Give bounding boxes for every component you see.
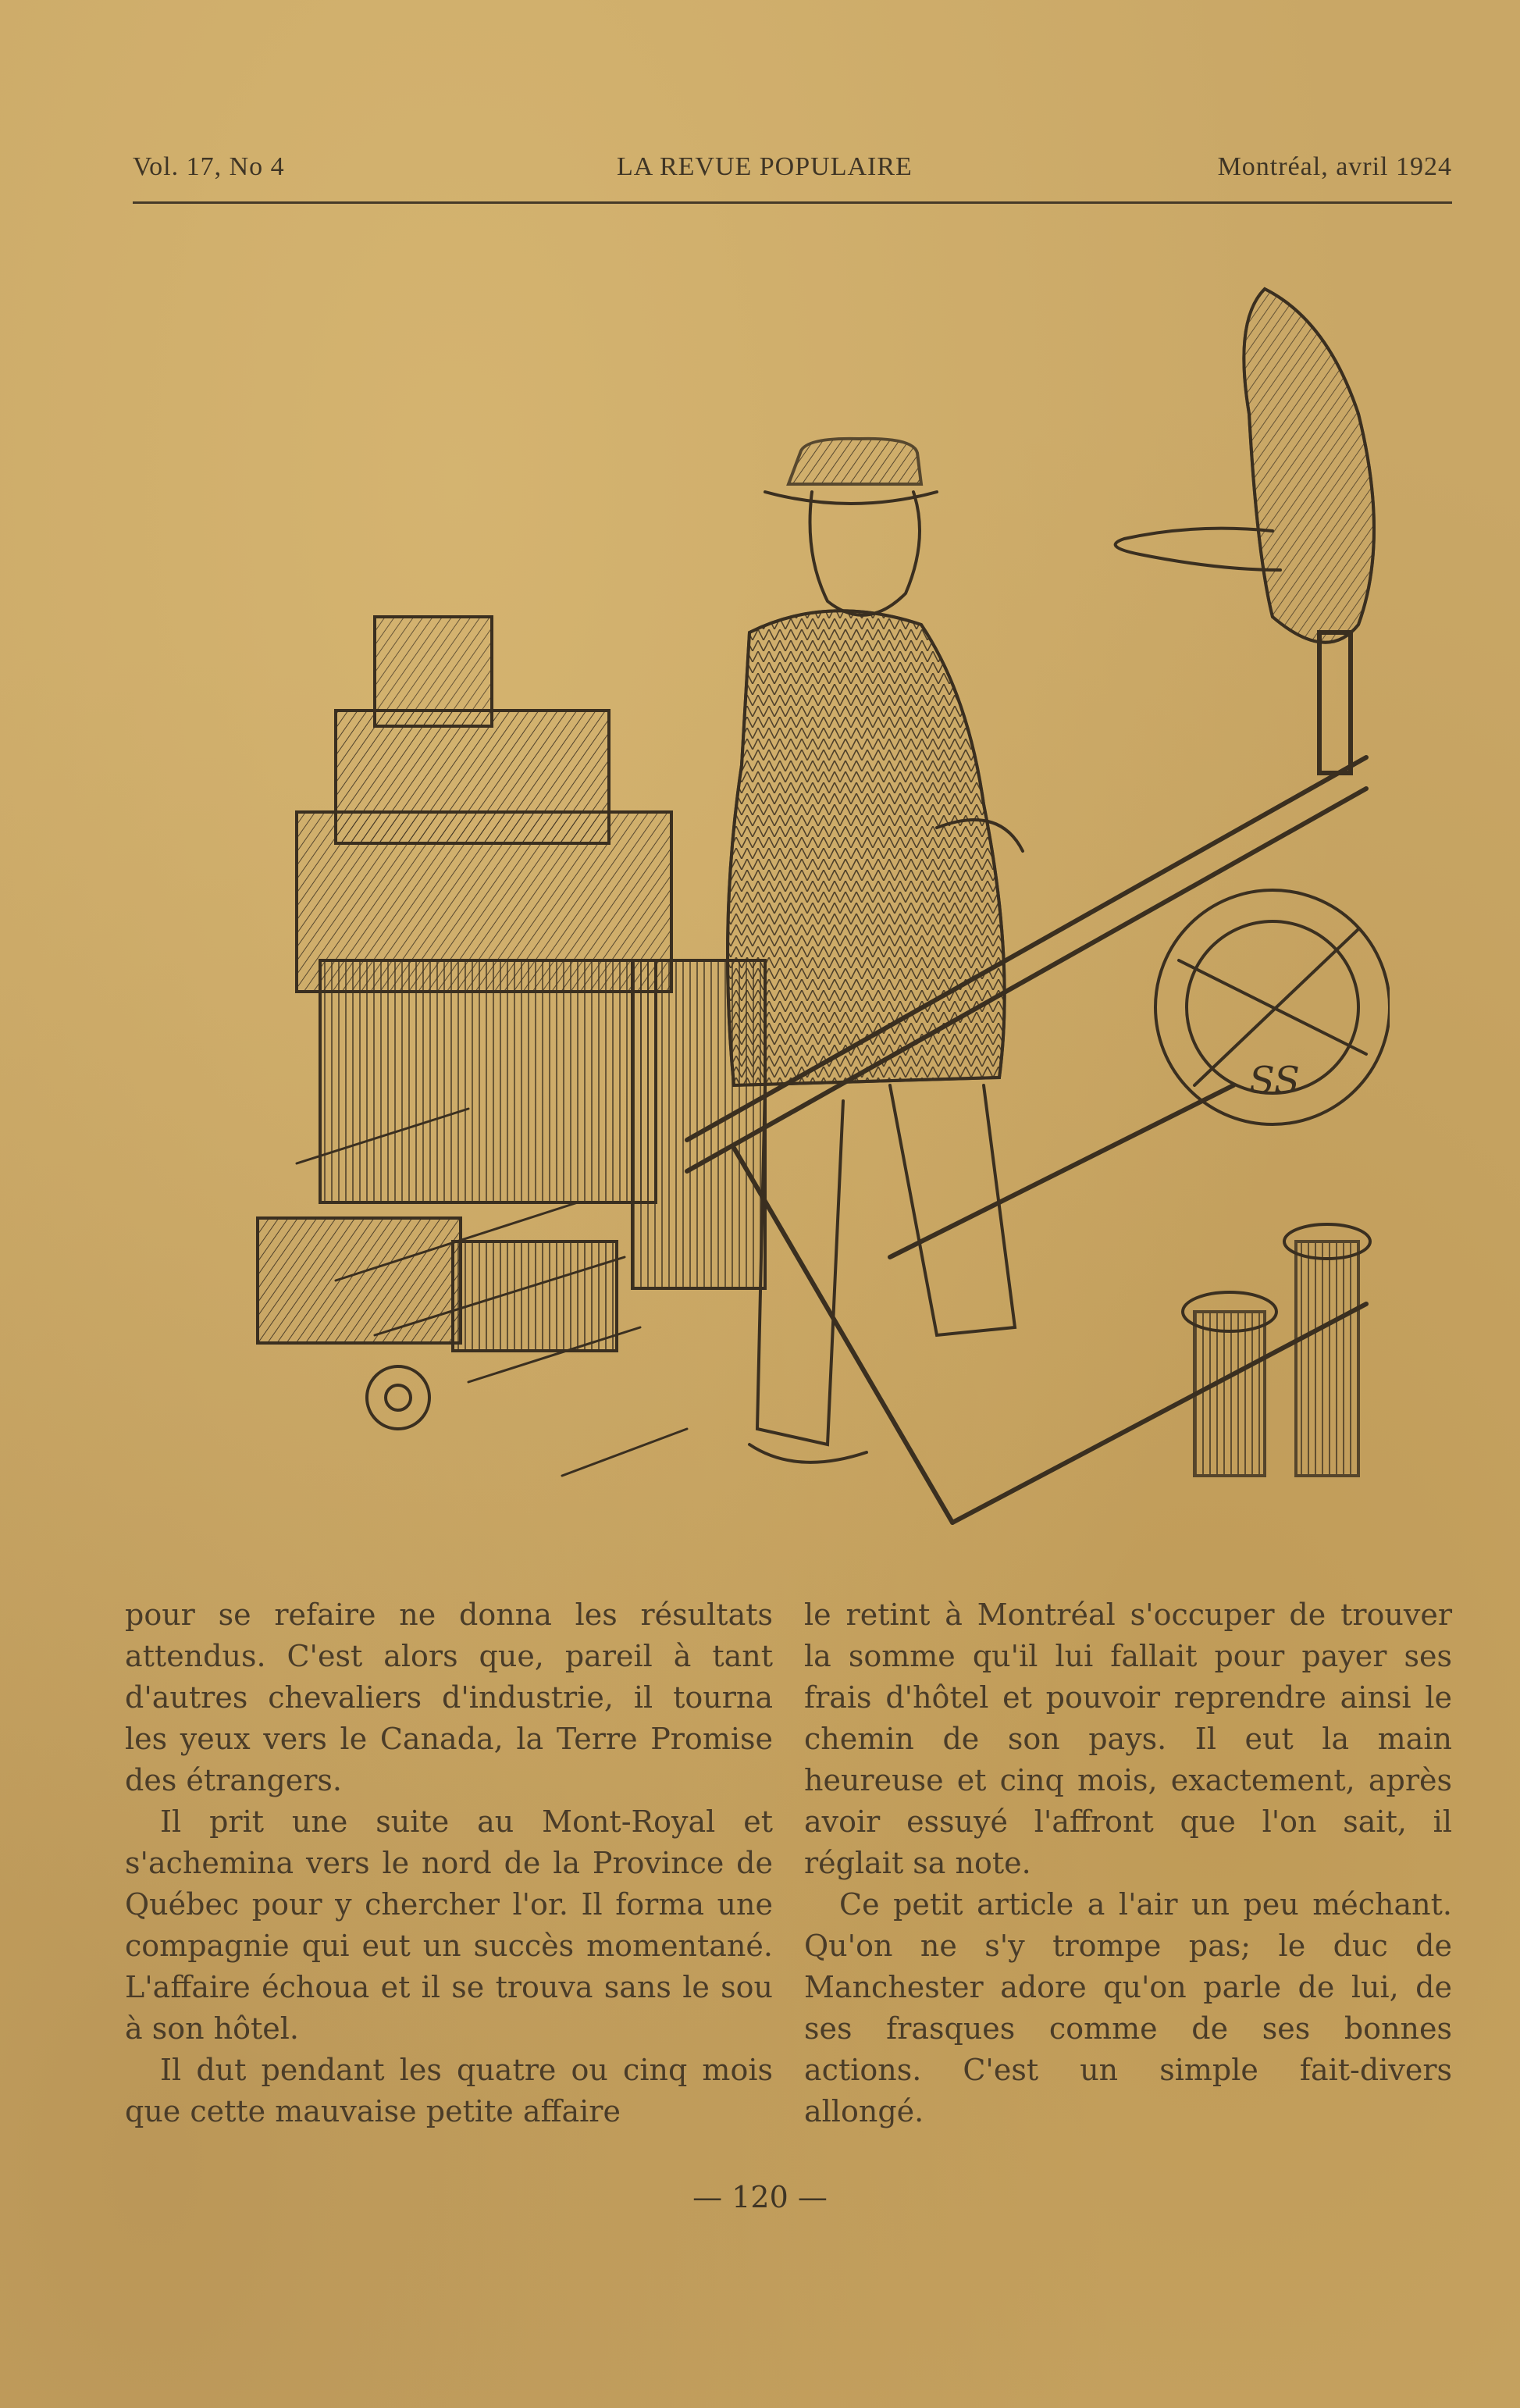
gentleman-figure	[728, 439, 1023, 1462]
luggage-stack	[258, 617, 765, 1429]
header-rule	[133, 201, 1452, 204]
page-number: — 120 —	[692, 2180, 828, 2214]
pointing-hand	[1116, 289, 1374, 643]
paragraph: Il prit une suite au Mont-Royal et s'achemina vers le nord de la Province de Québec pour y chercher l'or. Il forma une compagnie qui eut un succès momentané. L'affaire échoua et il se trouva sans le sou à son hôtel.	[125, 1804, 773, 2046]
issue-date: Montréal, avril 1924	[1217, 152, 1452, 181]
paragraph: Ce petit article a l'air un peu méchant. Qu'on ne s'y trompe pas; le duc de Manchester adore qu'on parle de lui, de ses frasques comme de ses bonnes actions. C'est un simple fait-divers allongé.	[804, 1887, 1452, 2128]
paragraph: pour se refaire ne donna les résultats attendus. C'est alors que, pareil à tant d'autres chevaliers d'industrie, il tourna les yeux vers le Canada, la Terre Promise des étrangers.	[125, 1598, 773, 1797]
volume-number: Vol. 17, No 4	[133, 152, 285, 181]
article-column-left	[125, 1594, 773, 2132]
running-header	[133, 152, 1452, 199]
magazine-title: LA REVUE POPULAIRE	[617, 152, 913, 181]
paragraph: Il dut pendant les quatre ou cinq mois que cette mauvaise petite affaire	[125, 2053, 773, 2128]
illustration-gentleman-with-luggage	[141, 258, 1390, 1554]
article-column-right	[804, 1594, 1452, 2132]
paragraph: le retint à Montréal s'occuper de trouver la somme qu'il lui fallait pour payer ses frais d'hôtel et pouvoir reprendre ainsi le chemin de son pays. Il eut la main heureuse et cinq mois, exactement, après avoir essuyé l'affront que l'on sait, il réglait sa note.	[804, 1598, 1452, 1880]
ship-ss-marking: SS	[1249, 1059, 1300, 1102]
